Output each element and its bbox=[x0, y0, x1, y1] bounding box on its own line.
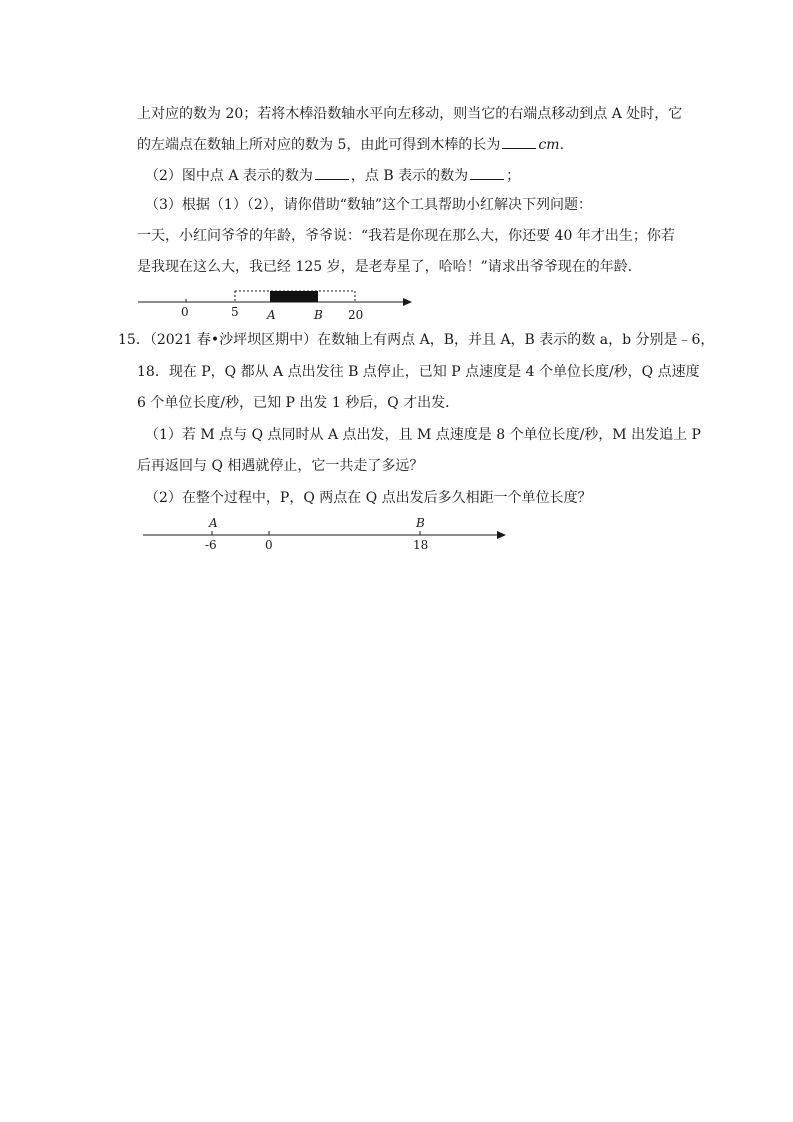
p14-line-6: 是我现在这么大，我已经 125 岁，是老寿星了，哈哈！”请求出爷爷现在的年龄． bbox=[137, 259, 642, 275]
tick-label-18: 18 bbox=[413, 538, 429, 552]
p14-line-1: 上对应的数为 20；若将木棒沿数轴水平向左移动，则当它的右端点移动到点 A 处时，它 bbox=[137, 106, 683, 122]
number-line-2 bbox=[143, 516, 506, 552]
point-label-a-2: A bbox=[209, 516, 218, 530]
stick-solid bbox=[270, 291, 318, 302]
tick-label-0: 0 bbox=[181, 305, 189, 319]
point-label-b-2: B bbox=[416, 516, 425, 530]
p14-line-2-text: 的左端点在数轴上所对应的数为 5，由此可得到木棒的长为 bbox=[137, 137, 501, 153]
p14-line-5: 一天，小红问爷爷的年龄，爷爷说：“我若是你现在那么大，你还要 40 年才出生；你若 bbox=[137, 228, 675, 244]
p15-line-1: 15．（2021 春•沙坪坝区期中）在数轴上有两点 A，B，并且 A，B 表示的数 a，b 分别是﹣6， bbox=[118, 332, 715, 348]
unit-cm: cm． bbox=[538, 137, 574, 153]
number-line-1 bbox=[138, 291, 412, 322]
p15-line-3: 6 个单位长度/秒，已知 P 出发 1 秒后，Q 才出发． bbox=[137, 395, 460, 411]
p14-line-4: （3）根据（1）（2），请你借助“数轴”这个工具帮助小红解决下列问题： bbox=[145, 197, 593, 213]
axis-arrow-2 bbox=[497, 531, 506, 539]
p15-line-4: （1）若 M 点与 Q 点同时从 A 点出发，且 M 点速度是 8 个单位长度/秒，M 出发追上 P bbox=[145, 427, 701, 443]
tick-label-5: 5 bbox=[231, 305, 239, 319]
p15-line-2: 18．现在 P，Q 都从 A 点出发往 B 点停止，已知 P 点速度是 4 个单位长度/秒，Q 点速度 bbox=[137, 364, 700, 380]
p14-q2-text-b: ，点 B 表示的数为 bbox=[350, 168, 469, 184]
tick-label-minus6: -6 bbox=[205, 538, 217, 552]
axis-arrow-1 bbox=[403, 298, 412, 306]
tick-label-20: 20 bbox=[348, 308, 364, 322]
p14-q2-text-a: （2）图中点 A 表示的数为 bbox=[145, 168, 313, 184]
p14-q2-text-c: ； bbox=[506, 168, 521, 184]
p15-line-6: （2）在整个过程中，P，Q 两点在 Q 点出发后多久相距一个单位长度？ bbox=[145, 490, 592, 506]
tick-label-zero: 0 bbox=[265, 538, 273, 552]
point-label-b: B bbox=[314, 308, 323, 322]
p15-line-5: 后再返回与 Q 相遇就停止，它一共走了多远？ bbox=[137, 458, 424, 474]
point-label-a: A bbox=[267, 308, 276, 322]
